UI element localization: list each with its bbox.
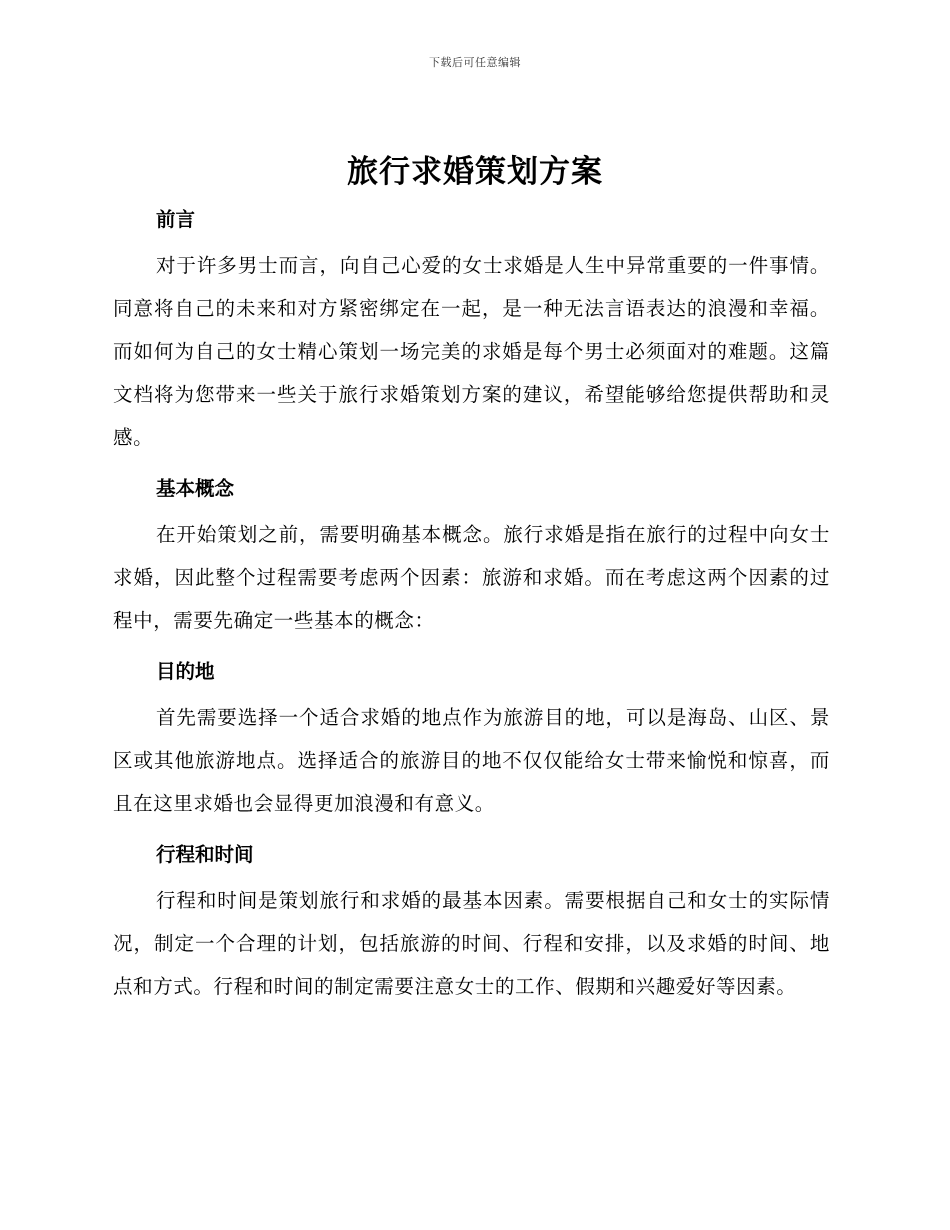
section-paragraph: 行程和时间是策划旅行和求婚的最基本因素。需要根据自己和女士的实际情况，制定一个合理的计划，包括旅游的时间、行程和安排，以及求婚的时间、地点和方式。行程和时间的制定需要注意女士的工作、假期和兴趣爱好等因素。	[113, 889, 830, 998]
section-paragraph: 在开始策划之前，需要明确基本概念。旅行求婚是指在旅行的过程中向女士求婚，因此整个过程需要考虑两个因素：旅游和求婚。而在考虑这两个因素的过程中，需要先确定一些基本的概念：	[113, 523, 830, 632]
section-preface	[113, 196, 830, 459]
document-body	[113, 196, 830, 1014]
document-title: 旅行求婚策划方案	[347, 154, 603, 190]
section-paragraph: 首先需要选择一个适合求婚的地点作为旅游目的地，可以是海岛、山区、景区或其他旅游地点。选择适合的旅游目的地不仅仅能给女士带来愉悦和惊喜，而且在这里求婚也会显得更加浪漫和有意义。	[113, 706, 830, 815]
section-itinerary-and-time	[113, 831, 830, 1008]
section-heading: 目的地	[156, 660, 215, 683]
header-note: 下载后可任意编辑	[429, 56, 521, 69]
section-paragraph: 对于许多男士而言，向自己心爱的女士求婚是人生中异常重要的一件事情。同意将自己的未来和对方紧密绑定在一起，是一种无法言语表达的浪漫和幸福。而如何为自己的女士精心策划一场完美的求婚是每个男士必须面对的难题。这篇文档将为您带来一些关于旅行求婚策划方案的建议，希望能够给您提供帮助和灵感。	[113, 254, 830, 449]
section-heading: 行程和时间	[156, 843, 254, 866]
section-basic-concepts	[113, 465, 830, 642]
section-destination	[113, 648, 830, 825]
section-heading: 基本概念	[156, 477, 235, 500]
section-heading: 前言	[156, 208, 196, 231]
